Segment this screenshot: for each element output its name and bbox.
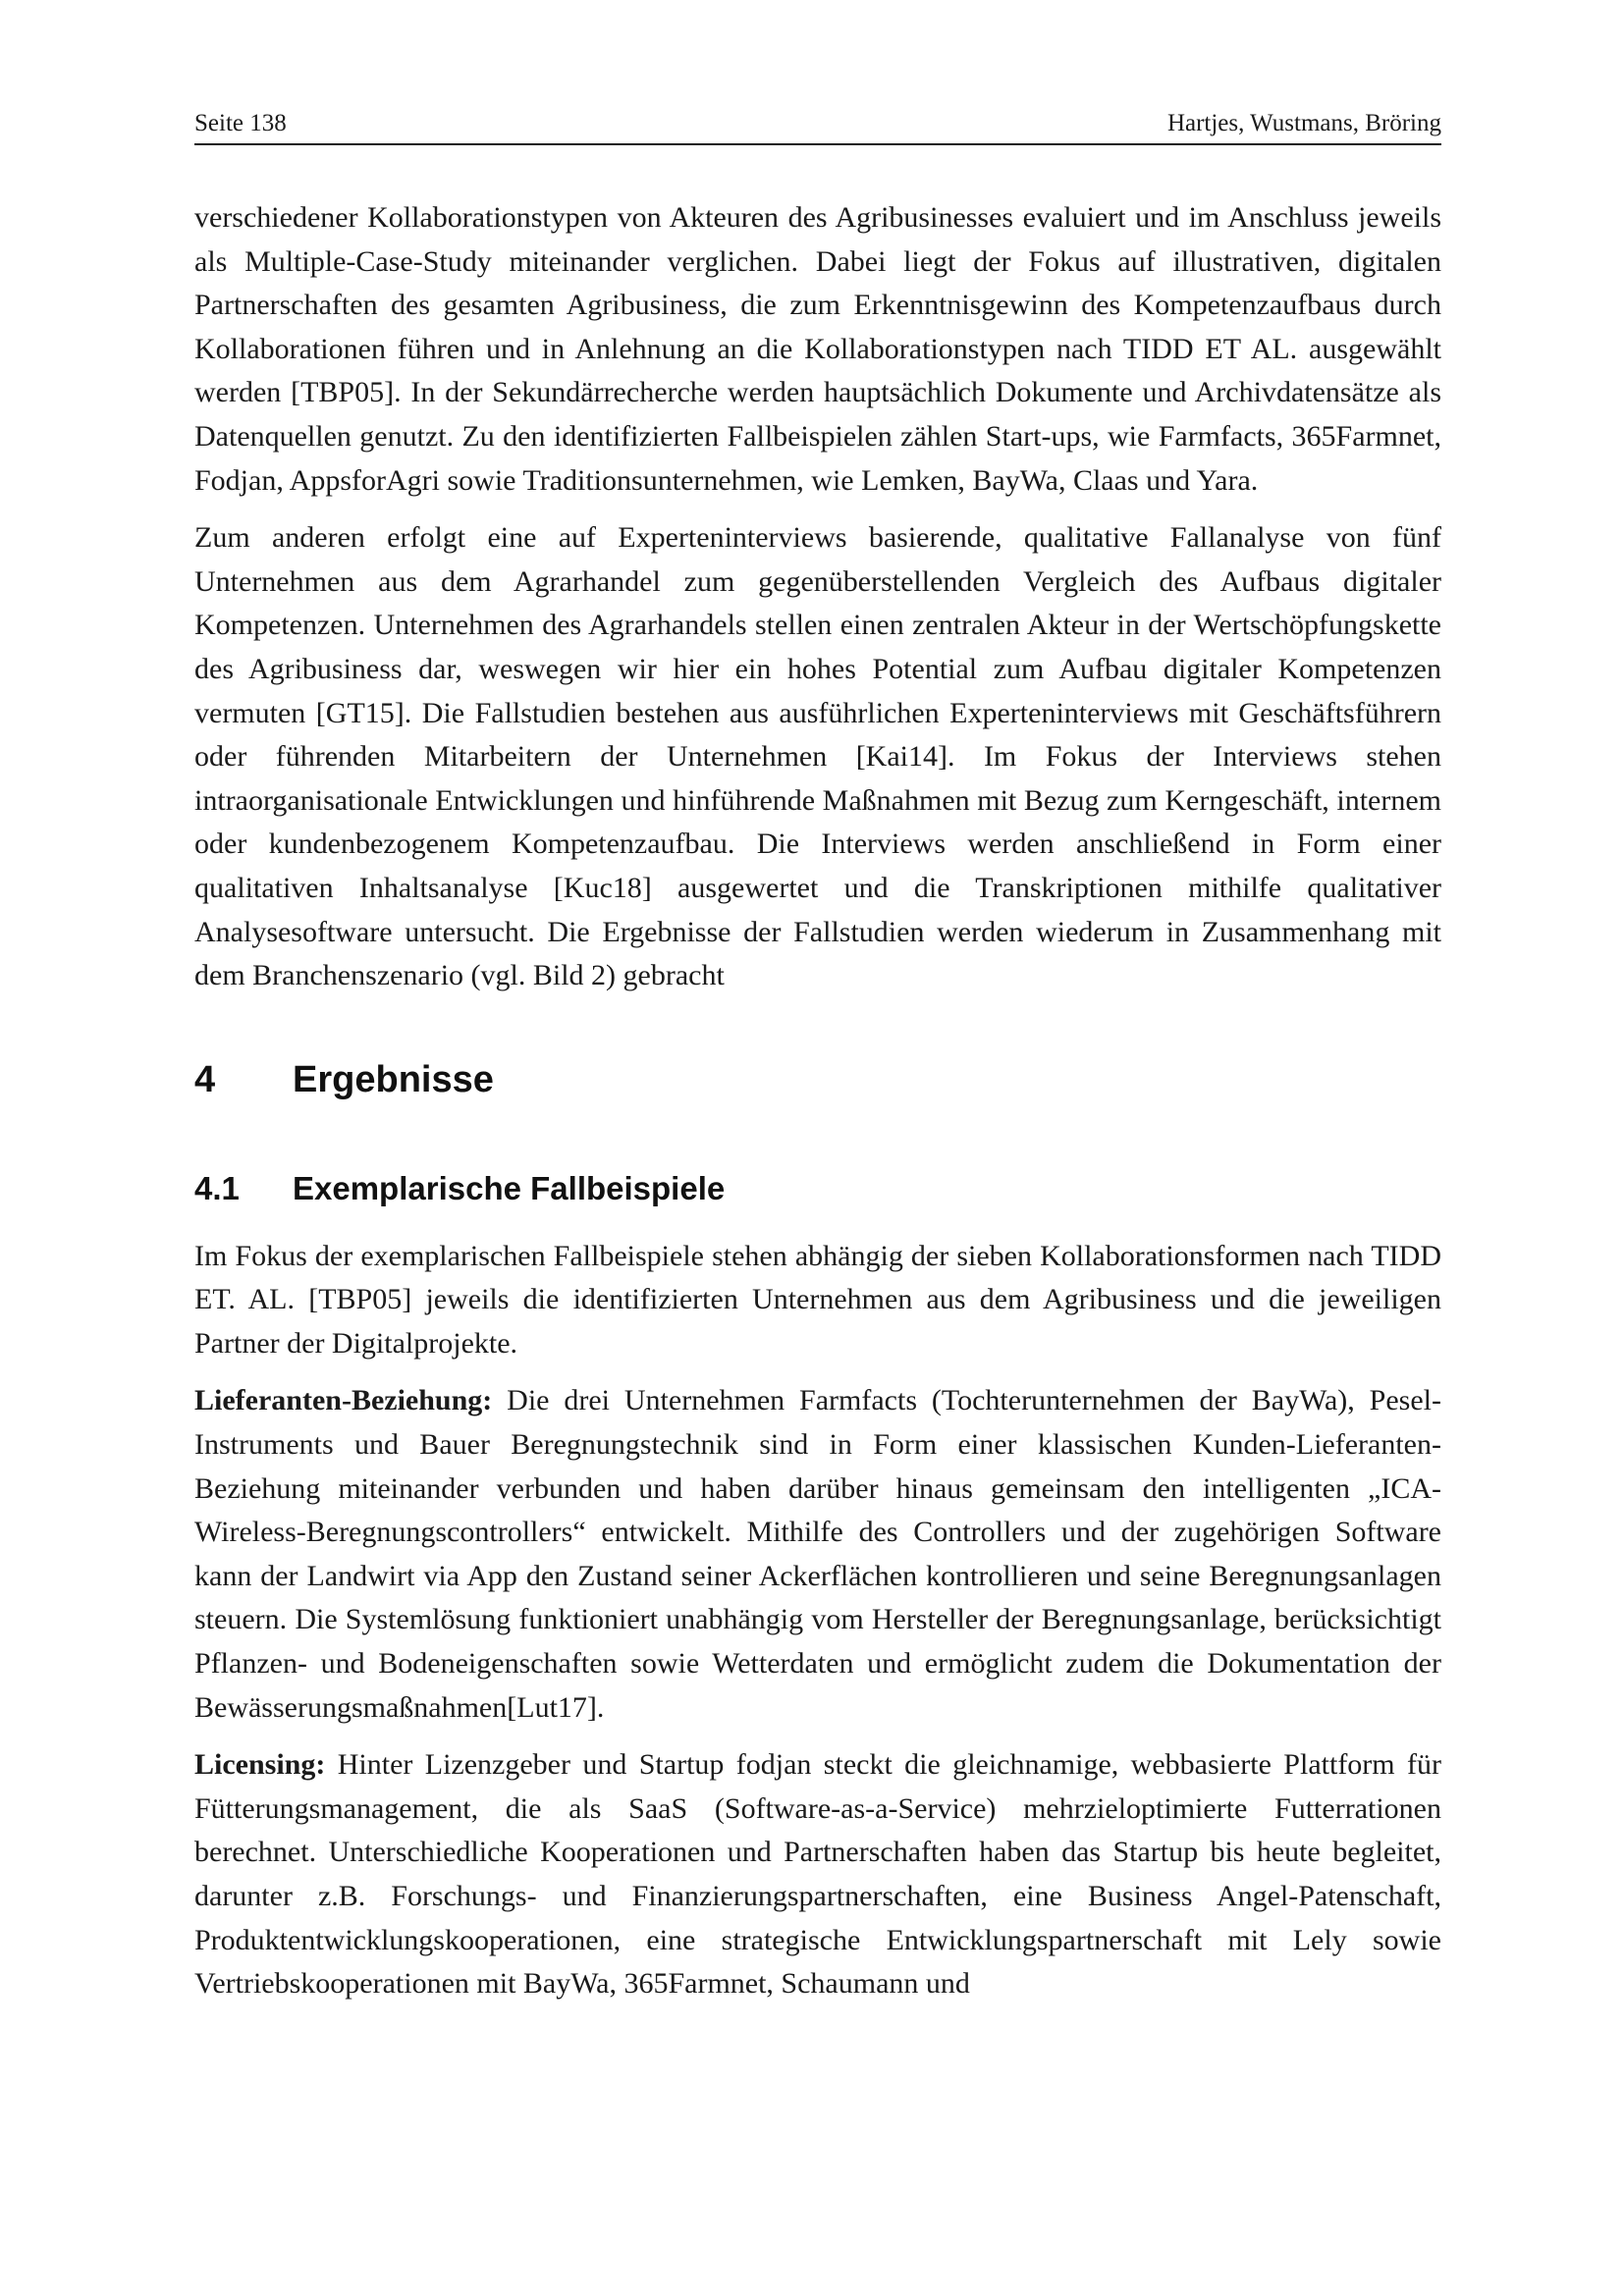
paragraph-licensing (194, 1743, 1441, 2006)
page-number: Seite 138 (194, 110, 287, 136)
section-title: Ergebnisse (293, 1058, 494, 1100)
section-heading-ergebnisse (194, 1059, 1441, 1101)
subsection-number: 4.1 (194, 1169, 240, 1206)
paragraph-interviews: Zum anderen erfolgt eine auf Experteninterviews basierende, qualitative Fallanalyse von fünf Unternehmen aus dem Agrarhandel zum gegenüberstellenden Vergleich des Aufbaus digitaler Kompetenzen. Unternehmen des Agrarhandels stellen einen zentralen Akteur in der Wertschöpfungskette des Agribusiness dar, weswegen wir hier ein hohes Potential zum Aufbau digitaler Kompetenzen vermuten [GT15]. Die Fallstudien bestehen aus ausführlichen Experteninterviews mit Geschäftsführern oder führenden Mitarbeitern der Unternehmen [Kai14]. Im Fokus der Interviews stehen intraorganisationale Entwicklungen und hinführende Maßnahmen mit Bezug zum Kerngeschäft, internem oder kundenbezogenem Kompetenzaufbau. Die Interviews werden anschließend in Form einer qualitativen Inhaltsanalyse [Kuc18] ausgewertet und die Transkriptionen mithilfe qualitativer Analysesoftware untersucht. Die Ergebnisse der Fallstudien werden wiederum in Zusammenhang mit dem Branchenszenario (vgl. Bild 2) gebracht (194, 521, 1441, 992)
paragraph-text: Hinter Lizenzgeber und Startup fodjan steckt die gleichnamige, webbasierte Plattform für Fütterungsmanagement, die als SaaS (Software-as-a-Service) mehrzieloptimierte Futterrationen berechnet. Unterschiedliche Kooperationen und Partnerschaften haben das Startup bis heute begleitet, darunter z.B. Forschungs- und Finanzierungspartnerschaften, eine Business Angel-Patenschaft, Produktentwicklungskooperationen, eine strategische Entwicklungspartnerschaft mit Lely sowie Vertriebskooperationen mit BayWa, 365Farmnet, Schaumann und (194, 1748, 1441, 2001)
paragraph-lieferanten-beziehung (194, 1379, 1441, 1730)
header-authors: Hartjes, Wustmans, Bröring (1166, 110, 1441, 136)
running-header (194, 106, 1441, 145)
page-body (194, 196, 1441, 2020)
paragraph-methods-continued: verschiedener Kollaborationstypen von Akteuren des Agribusinesses evaluiert und im Anschluss jeweils als Multiple-Case-Study miteinander verglichen. Dabei liegt der Fokus auf illustrativen, digitalen Partnerschaften des gesamten Agribusiness, die zum Erkenntnisgewinn des Kompetenzaufbaus durch Kollaborationen führen und in Anlehnung an die Kollaborationstypen nach TIDD ET AL. ausgewählt werden [TBP05]. In der Sekundärrecherche werden hauptsächlich Dokumente und Archivdatensätze als Datenquellen genutzt. Zu den identifizierten Fallbeispielen zählen Start-ups, wie Farmfacts, 365Farmnet, Fodjan, AppsforAgri sowie Traditionsunternehmen, wie Lemken, BayWa, Claas und Yara. (194, 201, 1441, 497)
paragraph-text: Die drei Unternehmen Farmfacts (Tochterunternehmen der BayWa), Pesel-Instruments und Bauer Beregnungstechnik sind in Form einer klassischen Kunden-Lieferanten-Beziehung miteinander verbunden und haben darüber hinaus gemeinsam den intelligenten „ICA-Wireless-Beregnungscontrollers“ entwickelt. Mithilfe des Controllers und der zugehörigen Software kann der Landwirt via App den Zustand seiner Ackerflächen kontrollieren und seine Beregnungsanlagen steuern. Die Systemlösung funktioniert unabhängig vom Hersteller der Beregnungsanlage, berücksichtigt Pflanzen- und Bodeneigenschaften sowie Wetterdaten und ermöglicht zudem die Dokumentation der Bewässerungsmaßnahmen[Lut17]. (194, 1384, 1441, 1724)
section-number: 4 (194, 1058, 216, 1100)
paragraph-fallbeispiele-intro: Im Fokus der exemplarischen Fallbeispiele stehen abhängig der sieben Kollaborationsformen nach TIDD ET. AL. [TBP05] jeweils die identifizierten Unternehmen aus dem Agribusiness und die jeweiligen Partner der Digitalprojekte. (194, 1239, 1441, 1360)
run-in-heading-lieferanten: Lieferanten-Beziehung: (194, 1384, 493, 1417)
run-in-heading-licensing: Licensing: (194, 1748, 326, 1782)
subsection-title: Exemplarische Fallbeispiele (293, 1169, 726, 1206)
subsection-heading-fallbeispiele (194, 1170, 1441, 1207)
